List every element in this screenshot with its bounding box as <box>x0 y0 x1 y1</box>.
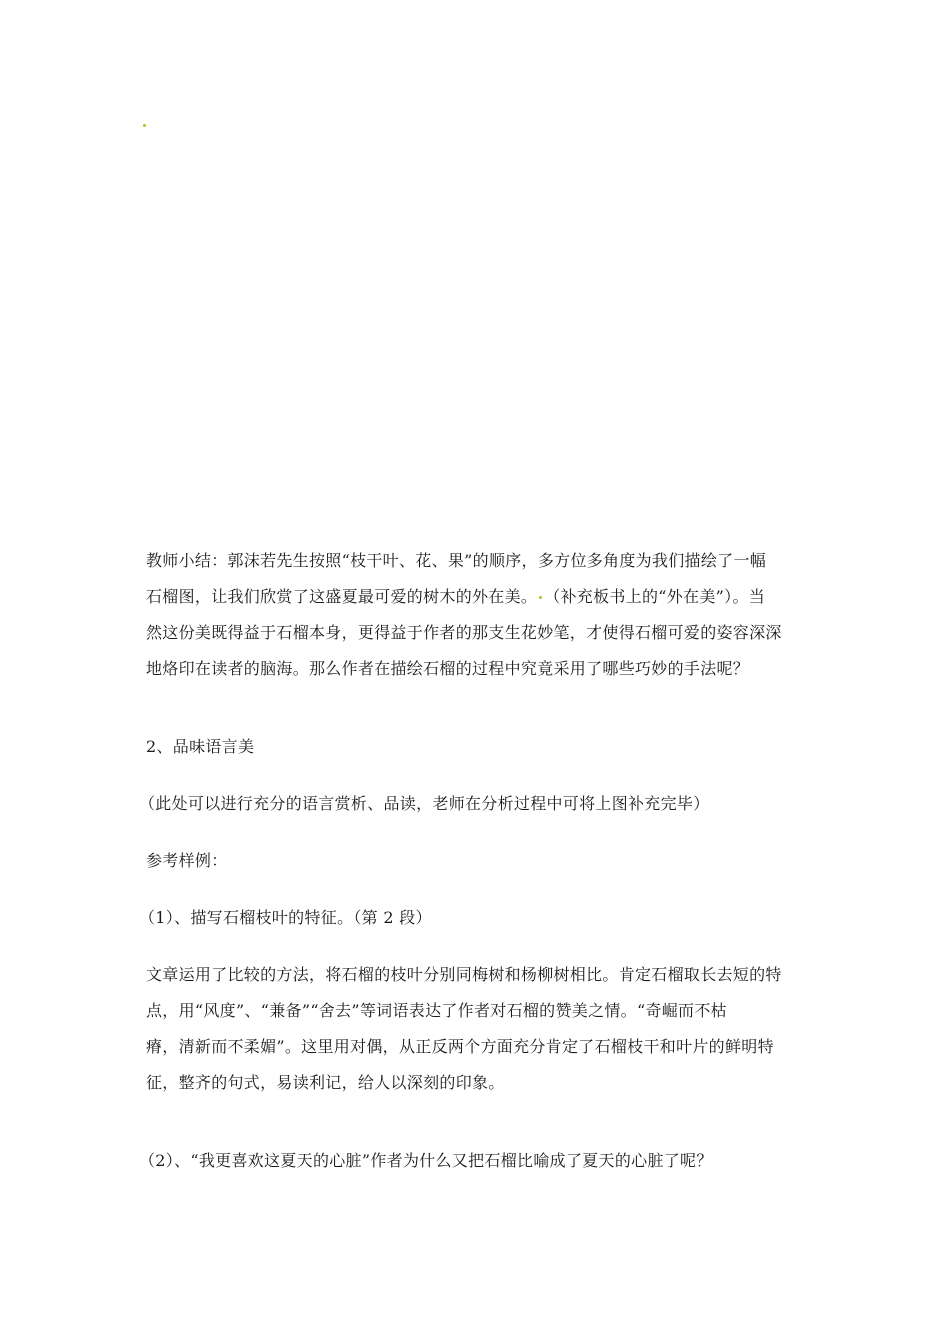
ink-speck <box>539 596 542 599</box>
summary-line-4: 地烙印在读者的脑海。那么作者在描绘石榴的过程中究竟采用了哪些巧妙的手法呢？ <box>146 659 750 678</box>
example-1-heading-block <box>139 900 807 936</box>
analysis-note: （此处可以进行充分的语言赏析、品读，老师在分析过程中可将上图补充完毕） <box>139 794 710 813</box>
example-1-line-4: 征，整齐的句式，易读利记，给人以深刻的印象。 <box>146 1073 505 1092</box>
summary-line-1: 教师小结：郭沫若先生按照“枝干叶、花、果”的顺序，多方位多角度为我们描绘了一幅 <box>146 551 767 570</box>
summary-line-2b: （补充板书上的“外在美”）。当 <box>544 587 766 606</box>
example-1-line-3: 瘠，清新而不柔媚”。这里用对偶，从正反两个方面充分肯定了石榴枝干和叶片的鲜明特 <box>146 1037 774 1056</box>
example-2-heading: （2）、“我更喜欢这夏天的心脏”作者为什么又把石榴比喻成了夏天的心脏了呢？ <box>139 1151 713 1170</box>
summary-line-2 <box>146 579 814 615</box>
section-note <box>139 786 807 822</box>
ink-speck <box>143 124 146 127</box>
summary-line-2a: 石榴图，让我们欣赏了这盛夏最可爱的树木的外在美。 <box>146 587 538 606</box>
examples-label-block <box>146 843 814 879</box>
example-1-line-1: 文章运用了比较的方法，将石榴的枝叶分别同梅树和杨柳树相比。肯定石榴取长去短的特 <box>146 965 782 984</box>
example-2-heading-block <box>139 1143 807 1179</box>
summary-line-3: 然这份美既得益于石榴本身，更得益于作者的那支生花妙笔，才使得石榴可爱的姿容深深 <box>146 623 782 642</box>
section-heading <box>146 729 814 765</box>
teacher-summary-paragraph <box>146 543 814 687</box>
examples-label: 参考样例： <box>146 851 228 870</box>
section-2-heading: 2、品味语言美 <box>146 737 255 756</box>
example-1-heading: （1）、描写石榴枝叶的特征。（第 2 段） <box>139 908 432 927</box>
example-1-paragraph <box>146 957 814 1101</box>
example-1-line-2: 点，用“风度”、“兼备”“舍去”等词语表达了作者对石榴的赞美之情。“奇崛而不枯 <box>146 1001 727 1020</box>
